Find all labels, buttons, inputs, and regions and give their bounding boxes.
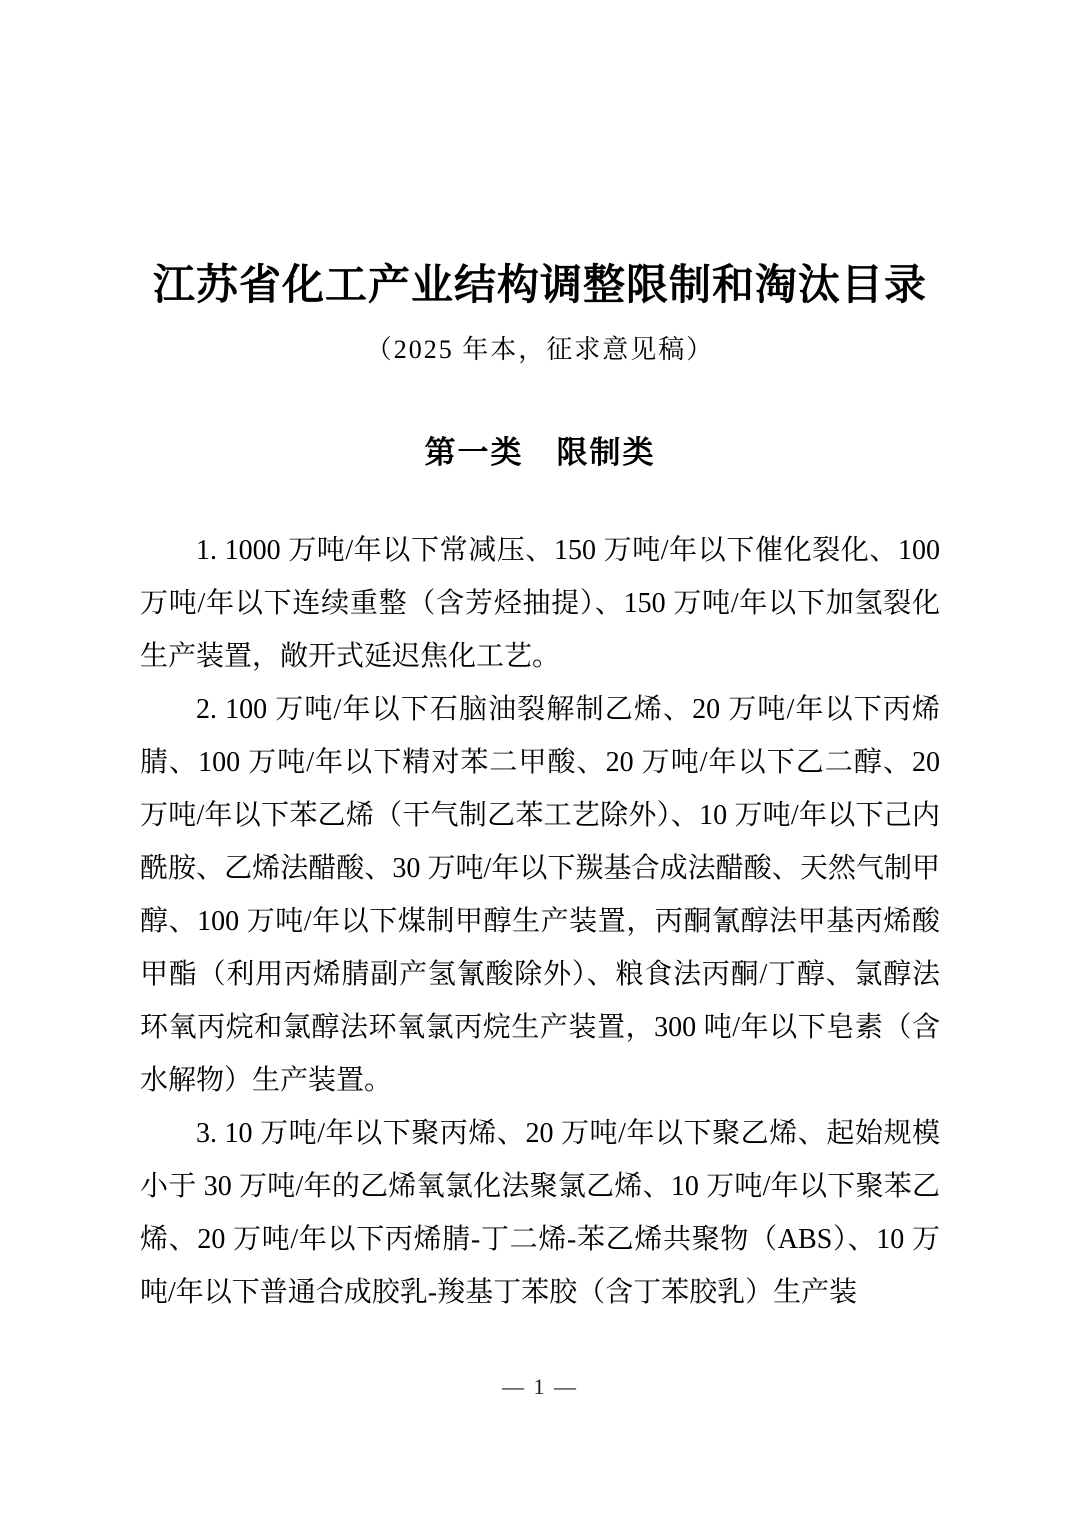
page-number: — 1 — <box>502 1374 578 1399</box>
paragraph-2: 2. 100 万吨/年以下石脑油裂解制乙烯、20 万吨/年以下丙烯腈、100 万吨/年以下精对苯二甲酸、20 万吨/年以下乙二醇、20 万吨/年以下苯乙烯（干气制乙苯工艺除外）、10 万吨/年以下己内酰胺、乙烯法醋酸、30 万吨/年以下羰基合成法醋酸、天然气制甲醇、100 万吨/年以下煤制甲醇生产装置，丙酮氰醇法甲基丙烯酸甲酯（利用丙烯腈副产氢氰酸除外）、粮食法丙酮/丁醇、氯醇法环氧丙烷和氯醇法环氧氯丙烷生产装置，300 吨/年以下皂素（含水解物）生产装置。 <box>140 694 940 1096</box>
document-subtitle: （2025 年本，征求意见稿） <box>365 335 715 364</box>
document-title: 江苏省化工产业结构调整限制和淘汰目录 <box>152 263 927 309</box>
paragraph-3: 3. 10 万吨/年以下聚丙烯、20 万吨/年以下聚乙烯、起始规模小于 30 万吨/年的乙烯氧氯化法聚氯乙烯、10 万吨/年以下聚苯乙烯、20 万吨/年以下丙烯腈-丁二烯-苯乙烯共聚物（ABS）、10 万吨/年以下普通合成胶乳-羧基丁苯胶（含丁苯胶乳）生产装 <box>140 1118 940 1308</box>
paragraph-1: 1. 1000 万吨/年以下常减压、150 万吨/年以下催化裂化、100 万吨/年以下连续重整（含芳烃抽提）、150 万吨/年以下加氢裂化生产装置，敞开式延迟焦化工艺。 <box>140 535 940 672</box>
document-body <box>140 524 940 1319</box>
section-heading: 第一类 限制类 <box>424 435 656 470</box>
document-header <box>0 0 1080 368</box>
